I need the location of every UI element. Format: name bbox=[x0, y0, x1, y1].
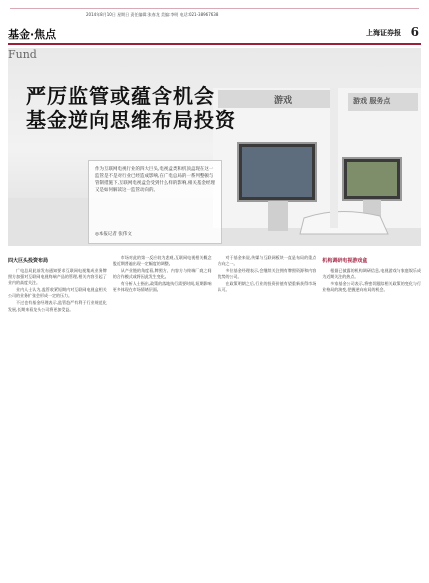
sign-right: 游戏 服务点 bbox=[353, 97, 391, 105]
paragraph: 从产业链的角度看,牌照方、内容方与终端厂商之间的合作模式或将因此发生变化。 bbox=[112, 268, 212, 280]
byline: ◎本报记者 张伟文 bbox=[95, 232, 132, 237]
section-english: Fund bbox=[8, 48, 37, 61]
summary-text: 作为互联网电视行业的四大巨头,电视盒类和机顶盒现在这一监管是不是对行业已经造成影响,在广电总局的一系列整顿与管制措施下,互联网电视盒会受到什么样的影响,相关基金经理又是如何解读这一监管动向的。 bbox=[95, 167, 215, 193]
paragraph: 对于基金来说,传媒与互联网板块一直是布局的重点方向之一。 bbox=[217, 255, 317, 267]
section-title bbox=[8, 26, 56, 42]
article-column-1 bbox=[8, 255, 107, 573]
column-heading: 机构调研电视游戏盒 bbox=[322, 258, 368, 264]
paragraph: 有分析人士指出,政策的落地执行需要时间,短期影响更多体现在市场情绪层面。 bbox=[112, 281, 212, 293]
article-column-2 bbox=[113, 255, 212, 573]
top-rule bbox=[10, 8, 419, 9]
article-column-3 bbox=[218, 255, 317, 573]
summary-box bbox=[88, 160, 222, 244]
headline-line-1: 严厉监管或蕴含机会 bbox=[26, 84, 215, 108]
article-body bbox=[8, 255, 421, 573]
paragraph: 多家基金公司表示,将密切跟踪相关政策的变化与行业格局的演变,把握逆向布局的机会。 bbox=[322, 281, 421, 293]
paragraph: 根据已披露的机构调研信息,电视游戏与家庭娱乐成为近期关注的热点。 bbox=[322, 268, 421, 280]
section-label: 基金·焦点 bbox=[8, 28, 57, 41]
masthead: 上海证券报 bbox=[366, 29, 401, 37]
paragraph: 广电总局此前发布通知要求互联网电视集成业务牌照方加强对互联网电视终端产品的管理,相关内容引起了业内的高度关注。 bbox=[8, 268, 107, 286]
headline-line-2: 基金逆向思维布局投资 bbox=[26, 108, 236, 132]
column-heading: 四大巨头投资布局 bbox=[8, 258, 49, 264]
sign-left: 游戏 bbox=[274, 96, 293, 106]
paragraph: 多位基金经理表示,会继续关注拥有牌照资源和内容优势的公司。 bbox=[217, 268, 317, 280]
section-divider bbox=[8, 43, 421, 45]
header-meta: 2014年8月10日 星期日 责任编辑:张春龙 美编:李明 电话:021-38967638 bbox=[86, 12, 219, 17]
article-column-4 bbox=[322, 255, 421, 573]
paragraph: 在政策明朗之后,行业的投资价值有望重新获得市场认可。 bbox=[217, 281, 317, 293]
paragraph: 不过也有基金经理表示,监管趋严有利于行业规范化发展,长期来看龙头公司将更加受益。 bbox=[8, 300, 107, 312]
paragraph: 市场对此的第一反应较为悲观,互联网电视相关概念股近期普遍出现一定幅度的调整。 bbox=[112, 255, 212, 267]
paragraph: 业内人士认为,监管收紧短期内对互联网电视盒相关公司的业务扩张会形成一定的压力。 bbox=[8, 287, 107, 299]
page-number: 6 bbox=[410, 25, 419, 39]
